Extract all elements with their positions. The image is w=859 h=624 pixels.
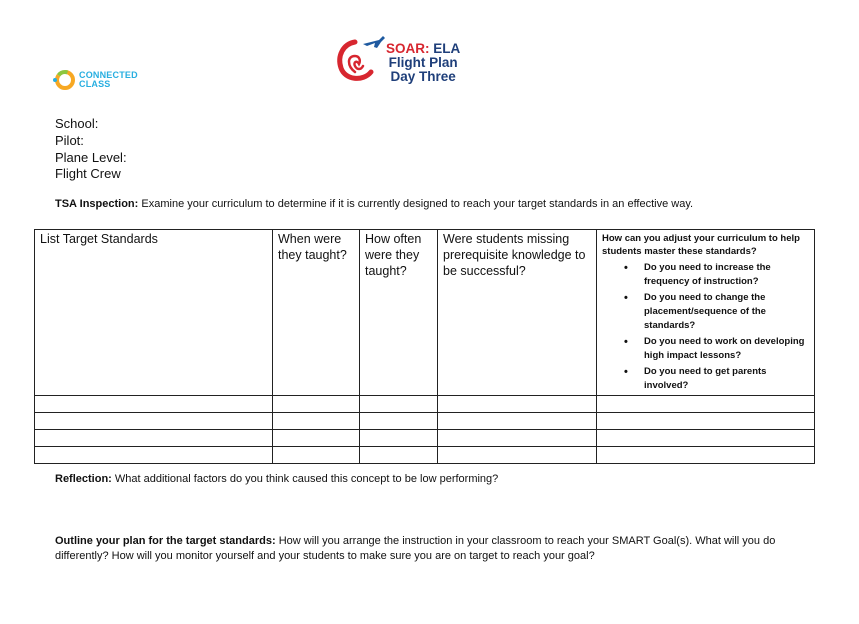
reflection-label: Reflection:: [55, 473, 112, 485]
list-item: • Do you need to change the placement/sequence of the standards?: [644, 291, 811, 333]
table-cell[interactable]: [438, 396, 597, 413]
table-cell[interactable]: [35, 430, 273, 447]
table-cell[interactable]: [438, 413, 597, 430]
title-line-3: Day Three: [390, 69, 456, 84]
table-cell[interactable]: [35, 447, 273, 464]
table-header-row: [35, 230, 815, 396]
field-flight-crew[interactable]: Flight Crew: [55, 166, 121, 182]
tsa-text: Examine your curriculum to determine if it is currently designed to reach your target standards in an effective way.: [138, 198, 694, 210]
table-row: [35, 413, 815, 430]
field-plane-level[interactable]: Plane Level:: [55, 149, 127, 165]
outline-prompt: [55, 534, 800, 564]
table-cell[interactable]: [438, 447, 597, 464]
table-row: [35, 447, 815, 464]
table-cell[interactable]: [35, 396, 273, 413]
info-fields: [55, 116, 127, 183]
table-cell[interactable]: [273, 430, 360, 447]
adjust-list: [602, 261, 811, 393]
standards-table: [34, 229, 815, 464]
connected-class-logo-icon: [52, 68, 76, 92]
table-cell[interactable]: [360, 447, 438, 464]
table-cell[interactable]: [360, 413, 438, 430]
table-cell[interactable]: [597, 447, 815, 464]
table-row: [35, 430, 815, 447]
tsa-instruction: [55, 198, 693, 210]
table-cell[interactable]: [360, 430, 438, 447]
table-cell[interactable]: [597, 413, 815, 430]
table-cell[interactable]: [273, 413, 360, 430]
list-item: • Do you need to work on developing high impact lessons?: [644, 335, 811, 363]
field-pilot[interactable]: Pilot:: [55, 132, 84, 148]
list-item: • Do you need to get parents involved?: [644, 365, 811, 393]
outline-label: Outline your plan for the target standards:: [55, 535, 276, 547]
header-cell-prerequisite: Were students missing prerequisite knowledge to be successful?: [438, 230, 597, 396]
page-title: [386, 42, 460, 84]
table-cell[interactable]: [360, 396, 438, 413]
table-cell[interactable]: [273, 447, 360, 464]
list-item: • Do you need to increase the frequency of instruction?: [644, 261, 811, 289]
table-cell[interactable]: [35, 413, 273, 430]
table-row: [35, 396, 815, 413]
soar-logo-icon: [333, 34, 393, 84]
field-school[interactable]: School:: [55, 116, 99, 131]
adjust-intro: How can you adjust your curriculum to help students master these standards?: [602, 233, 800, 257]
outline-text: How will you arrange the instruction in your classroom to reach your SMART Goal(s). What will you do differently? How will you monitor yourself and your students to make sure you are on target to reach your goal?: [55, 535, 776, 562]
header-cell-when: When were they taught?: [273, 230, 360, 396]
connected-class-line2: CLASS: [79, 79, 111, 89]
header-cell-standards: List Target Standards: [35, 230, 273, 396]
reflection-prompt: [55, 473, 498, 485]
tsa-label: TSA Inspection:: [55, 198, 139, 210]
table-cell[interactable]: [597, 396, 815, 413]
title-line-2: Flight Plan: [388, 55, 458, 70]
connected-class-line1: CONNECTED: [79, 70, 138, 80]
table-cell[interactable]: [273, 396, 360, 413]
reflection-text: What additional factors do you think caused this concept to be low performing?: [111, 473, 499, 485]
header-cell-how-often: How often were they taught?: [360, 230, 438, 396]
ela-word: ELA: [429, 41, 461, 56]
table-cell[interactable]: [597, 430, 815, 447]
table-cell[interactable]: [438, 430, 597, 447]
header-cell-adjust: [597, 230, 815, 396]
connected-class-logo: [52, 68, 138, 92]
soar-word: SOAR:: [386, 41, 430, 56]
